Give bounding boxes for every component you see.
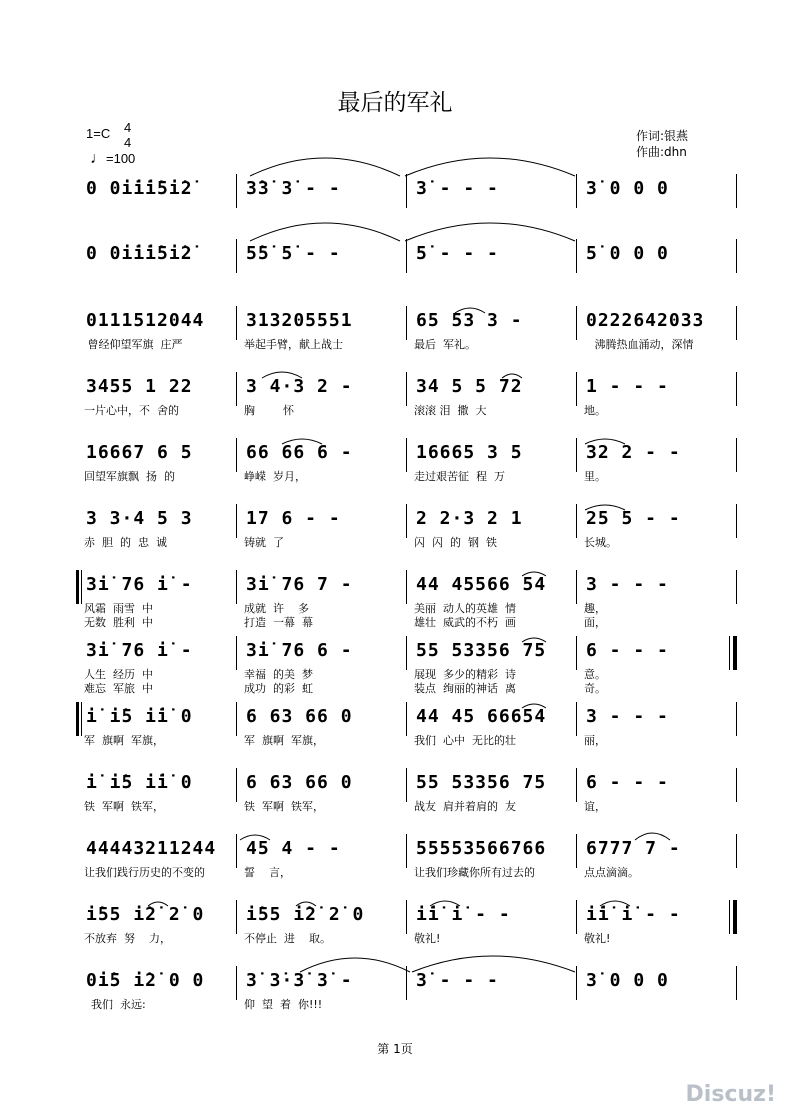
measure-notes: i̇ i̇5 i̇i̇ 0	[86, 772, 193, 793]
lyric-line: 举起手臂，献上战士	[244, 338, 343, 351]
measure-notes: 25 5 - -	[586, 508, 681, 529]
barline	[576, 504, 577, 538]
score-system	[82, 574, 742, 636]
lyric-line: 敬礼!	[584, 932, 611, 945]
lyric-line: 走过艰苦征 程 万	[414, 470, 505, 483]
barline	[406, 306, 407, 340]
barline-end	[736, 702, 737, 736]
barline	[236, 239, 237, 273]
barline	[406, 570, 407, 604]
lyric-line: 军 旗啊 军旗，	[84, 734, 164, 747]
barline-end	[736, 636, 737, 670]
measure-notes: 44 45566 54	[416, 574, 547, 595]
measure-notes: 3̇ - - -	[416, 970, 499, 991]
lyric-line: 幸福 的美 梦	[244, 668, 313, 681]
measure-notes: 66 66 6 -	[246, 442, 353, 463]
lyric-line: 长城。	[584, 536, 617, 549]
barline	[576, 768, 577, 802]
lyric-line: 雄壮 威武的不朽 画	[414, 616, 516, 629]
tie-slur	[250, 158, 400, 176]
song-title: 最后的军礼	[337, 90, 453, 116]
score-system	[82, 310, 742, 372]
barline	[576, 174, 577, 208]
lyric-line: 回望军旗飘 扬 的	[84, 470, 175, 483]
measure-notes: 0222642033	[586, 310, 705, 331]
measure-notes: 44 45 66654	[416, 706, 547, 727]
score-system	[82, 178, 742, 240]
barline-end	[736, 900, 737, 934]
measure-notes: 5̇ - - -	[416, 243, 499, 264]
score-system	[82, 640, 742, 702]
measure-notes: 3̇ 3̇·3̇ 3̇ -	[246, 970, 353, 991]
barline	[236, 834, 237, 868]
repeat-start-thin-barline	[81, 702, 82, 736]
measure-notes: 3 3·4 5 3	[86, 508, 193, 529]
barline	[236, 438, 237, 472]
lyric-line: 誓 言，	[244, 866, 291, 879]
lyric-line: 装点 绚丽的神话 离	[414, 682, 516, 695]
barline	[406, 372, 407, 406]
barline	[236, 570, 237, 604]
lyric-line: 最后 军礼。	[414, 338, 476, 351]
lyric-line: 展现 多少的精彩 诗	[414, 668, 516, 681]
measure-notes: 6 - - -	[586, 640, 669, 661]
barline	[236, 900, 237, 934]
lyric-line: 无数 胜利 中	[84, 616, 153, 629]
lyric-line: 打造 一幕 幕	[244, 616, 313, 629]
measure-notes: 3i̇ 76 6 -	[246, 640, 353, 661]
lyric-line: 谊，	[584, 800, 606, 813]
measure-notes: 2 2·3 2 1	[416, 508, 523, 529]
barline	[576, 966, 577, 1000]
barline-end	[736, 834, 737, 868]
measure-notes: 3̇3̇ 3̇ - -	[246, 178, 341, 199]
measure-notes: 34 5 5 72	[416, 376, 523, 397]
lyric-line: 成就 许 多	[244, 602, 309, 615]
lyric-line: 闪 闪 的 钢 铁	[414, 536, 497, 549]
lyric-line: 让我们珍藏你所有过去的	[414, 866, 535, 879]
tempo-value: =100	[106, 151, 136, 166]
barline	[576, 834, 577, 868]
barline-end	[736, 372, 737, 406]
lyric-line: 不停止 进 取。	[244, 932, 331, 945]
barline	[576, 570, 577, 604]
measure-notes: 3i̇ 76 i̇ -	[86, 574, 193, 595]
lyricist: 作词:银燕	[636, 129, 689, 143]
lyric-line: 曾经仰望军旗 庄严	[84, 338, 183, 351]
measure-notes: 5̇ 0 0 0	[586, 243, 669, 264]
barline	[236, 372, 237, 406]
lyric-line: 美丽 动人的英雄 情	[414, 602, 516, 615]
barline	[236, 702, 237, 736]
lyric-line: 里。	[584, 470, 606, 483]
measure-notes: 6 63 66 0	[246, 772, 353, 793]
lyric-line: 地。	[584, 404, 606, 417]
barline-end	[736, 504, 737, 538]
lyric-line: 难忘 军旅 中	[84, 682, 153, 695]
lyric-line: 滚滚 泪 撒 大	[414, 404, 487, 417]
credits	[636, 128, 688, 160]
score-system	[82, 970, 742, 1032]
measure-notes: 16667 6 5	[86, 442, 193, 463]
score-system	[82, 904, 742, 966]
lyric-line: 让我们践行历史的不变的	[84, 866, 205, 879]
measure-notes: 0 0i̇i̇i̇5i̇2̇	[86, 178, 193, 199]
repeat-end-thin-barline	[729, 900, 730, 934]
measure-notes: 55 53356 75	[416, 640, 547, 661]
score-system	[82, 838, 742, 900]
lyric-line: 战友 肩并着肩的 友	[414, 800, 516, 813]
watermark-logo: Discuz!	[685, 1082, 776, 1107]
lyric-line: 仰 望 着 你!!!	[244, 998, 323, 1011]
measure-notes: i̇ i̇5 i̇i̇ 0	[86, 706, 193, 727]
barline	[236, 504, 237, 538]
barline	[576, 702, 577, 736]
lyric-line: 奇。	[584, 682, 606, 695]
score-system	[82, 243, 742, 305]
measure-notes: 0111512044	[86, 310, 205, 331]
lyric-line: 丽，	[584, 734, 606, 747]
measure-notes: 55 53356 75	[416, 772, 547, 793]
repeat-end-barline	[733, 900, 736, 934]
measure-notes: 32 2 - -	[586, 442, 681, 463]
measure-notes: 16665 3 5	[416, 442, 523, 463]
barline	[576, 306, 577, 340]
barline	[406, 768, 407, 802]
measure-notes: 3 - - -	[586, 706, 669, 727]
measure-notes: 0i̇5 i̇2̇ 0 0	[86, 970, 205, 991]
lyric-line: 我们 永远:	[84, 998, 146, 1011]
score-system	[82, 442, 742, 504]
measure-notes: 3 - - -	[586, 574, 669, 595]
barline	[576, 239, 577, 273]
barline	[236, 636, 237, 670]
barline	[406, 966, 407, 1000]
measure-notes: 313205551	[246, 310, 353, 331]
repeat-start-thin-barline	[81, 570, 82, 604]
barline	[236, 174, 237, 208]
lyric-line: 赤 胆 的 忠 诚	[84, 536, 167, 549]
lyric-line: 峥嵘 岁月，	[244, 470, 306, 483]
lyric-line: 胸 怀	[244, 404, 294, 417]
repeat-end-thin-barline	[729, 636, 730, 670]
measure-notes: i̇i̇ i̇ - -	[586, 904, 681, 925]
lyric-line: 成功 的彩 虹	[244, 682, 313, 695]
measure-notes: 6 - - -	[586, 772, 669, 793]
measure-notes: 3̇ 0 0 0	[586, 178, 669, 199]
score-system	[82, 508, 742, 570]
barline-end	[736, 239, 737, 273]
barline	[576, 900, 577, 934]
barline-end	[736, 174, 737, 208]
measure-notes: 3̇ - - -	[416, 178, 499, 199]
measure-notes: 3455 1 22	[86, 376, 193, 397]
measure-notes: 17 6 - -	[246, 508, 341, 529]
lyric-line: 铁 军啊 铁军，	[84, 800, 164, 813]
barline-end	[736, 966, 737, 1000]
barline	[406, 636, 407, 670]
measure-notes: 1 - - -	[586, 376, 669, 397]
measure-notes: 45 4 - -	[246, 838, 341, 859]
barline	[576, 372, 577, 406]
measure-notes: 55553566766	[416, 838, 547, 859]
barline	[406, 834, 407, 868]
lyric-line: 敬礼!	[414, 932, 441, 945]
measure-notes: i̇55 i̇2̇ 2̇ 0	[86, 904, 205, 925]
lyric-line: 风霜 雨雪 中	[84, 602, 153, 615]
measure-notes: 6 63 66 0	[246, 706, 353, 727]
lyric-line: 面，	[584, 616, 606, 629]
measure-notes: 5̇5̇ 5̇ - -	[246, 243, 341, 264]
lyric-line: 我们 心中 无比的壮	[414, 734, 516, 747]
page-number: 第 1页	[377, 1042, 413, 1056]
barline	[406, 900, 407, 934]
barline	[236, 306, 237, 340]
measure-notes: i̇i̇ i̇ - -	[416, 904, 511, 925]
composer: 作曲:dhn	[636, 145, 687, 159]
tempo-marking	[90, 150, 135, 168]
barline-end	[736, 768, 737, 802]
lyric-line: 不放弃 努 力，	[84, 932, 171, 945]
measure-notes: 3i̇ 76 i̇ -	[86, 640, 193, 661]
barline-end	[736, 570, 737, 604]
score-system	[82, 706, 742, 768]
quarter-note-icon: ♩	[90, 150, 106, 167]
tie-slur	[405, 158, 575, 176]
time-sig-top: 4	[124, 120, 132, 135]
barline-end	[736, 306, 737, 340]
measure-notes: 3i̇ 76 7 -	[246, 574, 353, 595]
lyric-line: 人生 经历 中	[84, 668, 153, 681]
lyric-line: 一片心中，不 舍的	[84, 404, 179, 417]
barline	[406, 702, 407, 736]
lyric-line: 沸腾热血涌动，深情	[584, 338, 694, 351]
score-system	[82, 376, 742, 438]
measure-notes: 65 53 3 -	[416, 310, 523, 331]
key-signature: 1=C	[86, 126, 111, 141]
time-sig-bottom: 4	[124, 135, 132, 150]
time-signature	[124, 120, 131, 150]
lyric-line: 趣，	[584, 602, 606, 615]
lyric-line: 铸就 了	[244, 536, 284, 549]
lyric-line: 铁 军啊 铁军，	[244, 800, 324, 813]
measure-notes: 3̇ 0 0 0	[586, 970, 669, 991]
barline	[576, 636, 577, 670]
barline	[236, 966, 237, 1000]
repeat-start-barline	[76, 702, 79, 736]
measure-notes: 44443211244	[86, 838, 217, 859]
repeat-start-barline	[76, 570, 79, 604]
repeat-end-barline	[733, 636, 736, 670]
barline	[236, 768, 237, 802]
lyric-line: 意。	[584, 668, 606, 681]
barline	[406, 438, 407, 472]
barline	[406, 174, 407, 208]
measure-notes: 6777 7 -	[586, 838, 681, 859]
score-system	[82, 772, 742, 834]
measure-notes: 0 0i̇i̇i̇5i̇2̇	[86, 243, 193, 264]
measure-notes: 3 4·3 2 -	[246, 376, 353, 397]
barline	[406, 239, 407, 273]
measure-notes: i̇55 i̇2̇ 2̇ 0	[246, 904, 365, 925]
lyric-line: 点点滴滴。	[584, 866, 639, 879]
barline	[576, 438, 577, 472]
lyric-line: 军 旗啊 军旗，	[244, 734, 324, 747]
barline-end	[736, 438, 737, 472]
barline	[406, 504, 407, 538]
